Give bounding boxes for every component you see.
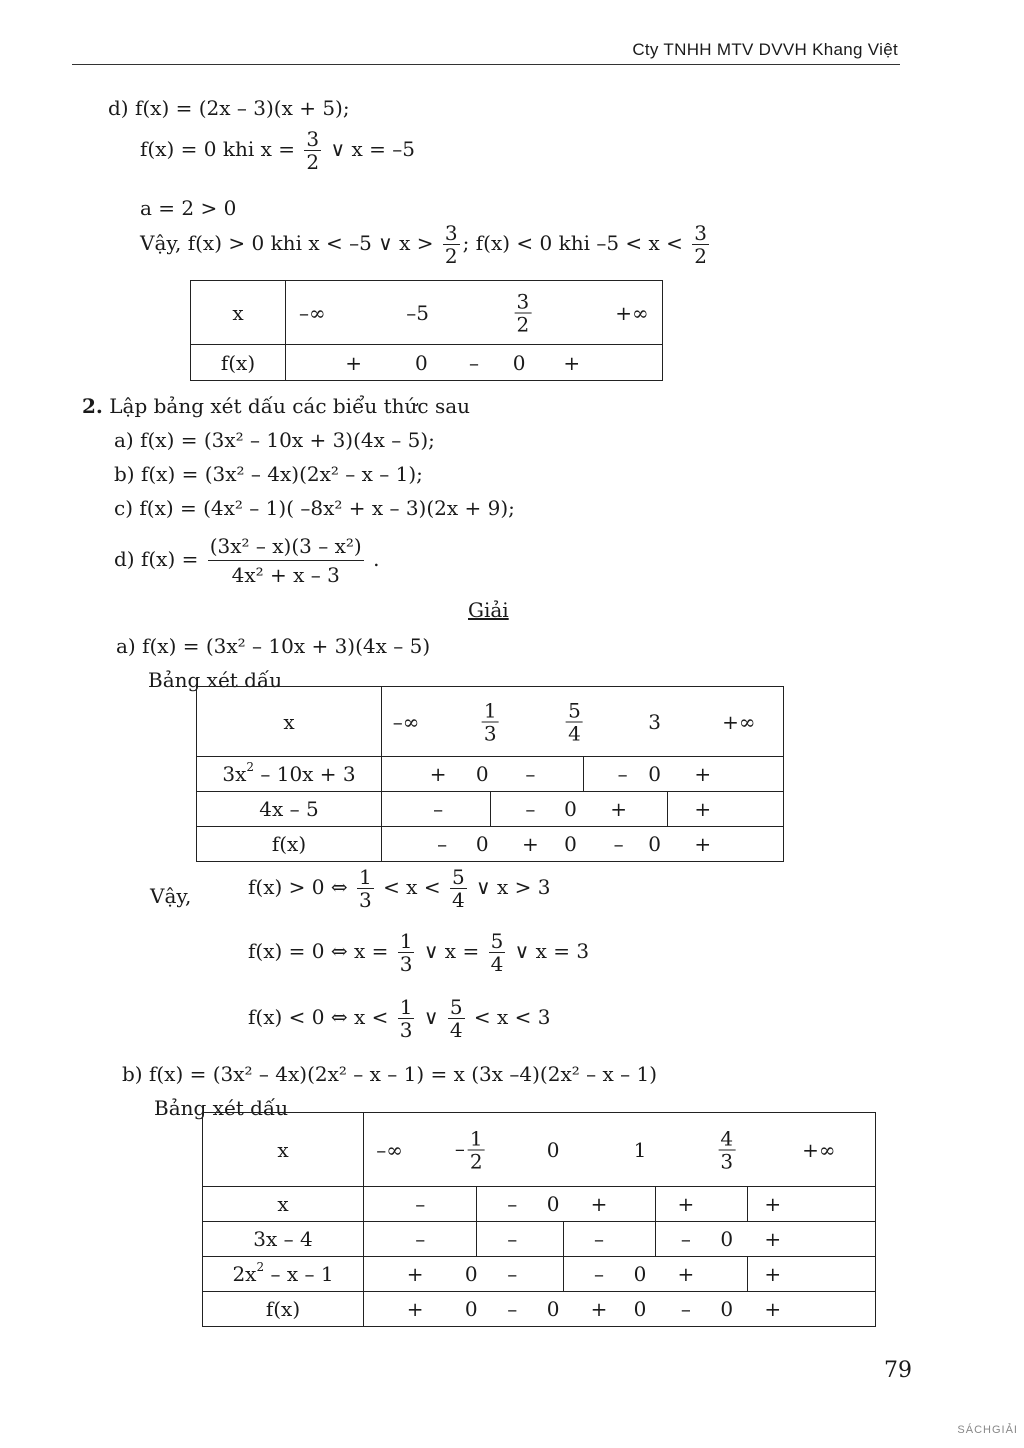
solution-b-line: b) f(x) = (3x² – 4x)(2x² – x – 1) = x (3x –4)(2x² – x – 1) <box>122 1062 657 1086</box>
row-values: –∞ – $\frac{1}{2}$ 0 1 $\frac{4}{3}$ +∞ <box>364 1113 876 1187</box>
row-label: x <box>191 281 286 345</box>
exercise-2-title: 2. Lập bảng xét dấu các biểu thức sau <box>82 394 471 418</box>
exercise-2d: d) f(x) = $\frac{\text{(3x² – x)(3 – x²)}}{\text{4x² + x – 3}}$ . <box>114 534 380 587</box>
part-d-line3: a = 2 > 0 <box>140 196 237 220</box>
solution-heading: Giải <box>468 598 509 622</box>
row-label: x <box>203 1187 364 1222</box>
exercise-2a: a) f(x) = (3x² – 10x + 3)(4x – 5); <box>114 428 435 452</box>
row-label: x <box>197 687 382 757</box>
part-d-line2 <box>140 128 415 173</box>
row-signs: + 0 – 0 + <box>286 345 663 381</box>
part-d-line4: Vậy, f(x) > 0 khi x < –5 ∨ x > $\frac{3}{2}$ ; f(x) < 0 khi –5 < x < $\frac{3}{2}$ <box>140 221 708 268</box>
text: f(x) = 0 khi x = <box>140 137 295 161</box>
row-label: $3x^2 - 10x + 3$ <box>197 757 382 792</box>
page-number: 79 <box>884 1358 912 1383</box>
conclusion-positive: f(x) > 0 ⇔ $\frac{1}{3}$ < x < $\frac{5}{4}$ ∨ x > 3 <box>248 865 551 912</box>
row-label: f(x) <box>203 1292 364 1327</box>
text: ∨ x = –5 <box>330 137 415 161</box>
row-signs: – – – – 0 + <box>364 1222 876 1257</box>
header-rule <box>72 64 900 65</box>
fraction: $\frac{3}{2}$ <box>444 221 458 268</box>
row-label: 4x – 5 <box>197 792 382 827</box>
row-signs: + 0 – 0 + 0 – 0 + <box>364 1292 876 1327</box>
sign-table-a <box>196 686 784 862</box>
row-values: –∞ –5 $\frac{3}{2}$ +∞ <box>286 281 663 345</box>
solution-a-line: a) f(x) = (3x² – 10x + 3)(4x – 5) <box>116 634 431 658</box>
row-values: –∞ $\frac{1}{3}$ $\frac{5}{4}$ 3 +∞ <box>382 687 784 757</box>
sign-table-d <box>190 280 663 381</box>
row-label: f(x) <box>197 827 382 862</box>
part-d-line1: d) f(x) = (2x – 3)(x + 5); <box>108 96 350 120</box>
fraction: $\frac{3}{2}$ <box>306 127 320 174</box>
row-signs: – – 0 + + <box>382 792 784 827</box>
row-signs: – – 0 + + + <box>364 1187 876 1222</box>
row-label: x <box>203 1113 364 1187</box>
row-signs: + 0 – – 0 + <box>382 757 784 792</box>
conclusion-zero: f(x) = 0 ⇔ x = $\frac{1}{3}$ ∨ x = $\frac{5}{4}$ ∨ x = 3 <box>248 929 590 976</box>
conclusion-negative: f(x) < 0 ⇔ x < $\frac{1}{3}$ ∨ $\frac{5}{4}$ < x < 3 <box>248 995 551 1042</box>
solution-b-table-title: Bảng xét dấu <box>154 1096 289 1120</box>
solution-a-table-title: Bảng xét dấu <box>148 668 283 692</box>
row-label: f(x) <box>191 345 286 381</box>
conclusion-word: Vậy, <box>150 884 192 908</box>
watermark-logo: SÁCHGIẢI <box>957 1424 1018 1436</box>
publisher-header: Cty TNHH MTV DVVH Khang Việt <box>632 40 898 59</box>
exercise-2b: b) f(x) = (3x² – 4x)(2x² – x – 1); <box>114 462 423 486</box>
row-label: $2x^2$ – x – 1 <box>203 1257 364 1292</box>
sign-table-b <box>202 1112 876 1327</box>
row-label: 3x – 4 <box>203 1222 364 1257</box>
fraction: $\frac{3}{2}$ <box>694 221 708 268</box>
exercise-2c: c) f(x) = (4x² – 1)( –8x² + x – 3)(2x + 9); <box>114 496 515 520</box>
row-signs: + 0 – – 0 + + <box>364 1257 876 1292</box>
row-signs: – 0 + 0 – 0 + <box>382 827 784 862</box>
